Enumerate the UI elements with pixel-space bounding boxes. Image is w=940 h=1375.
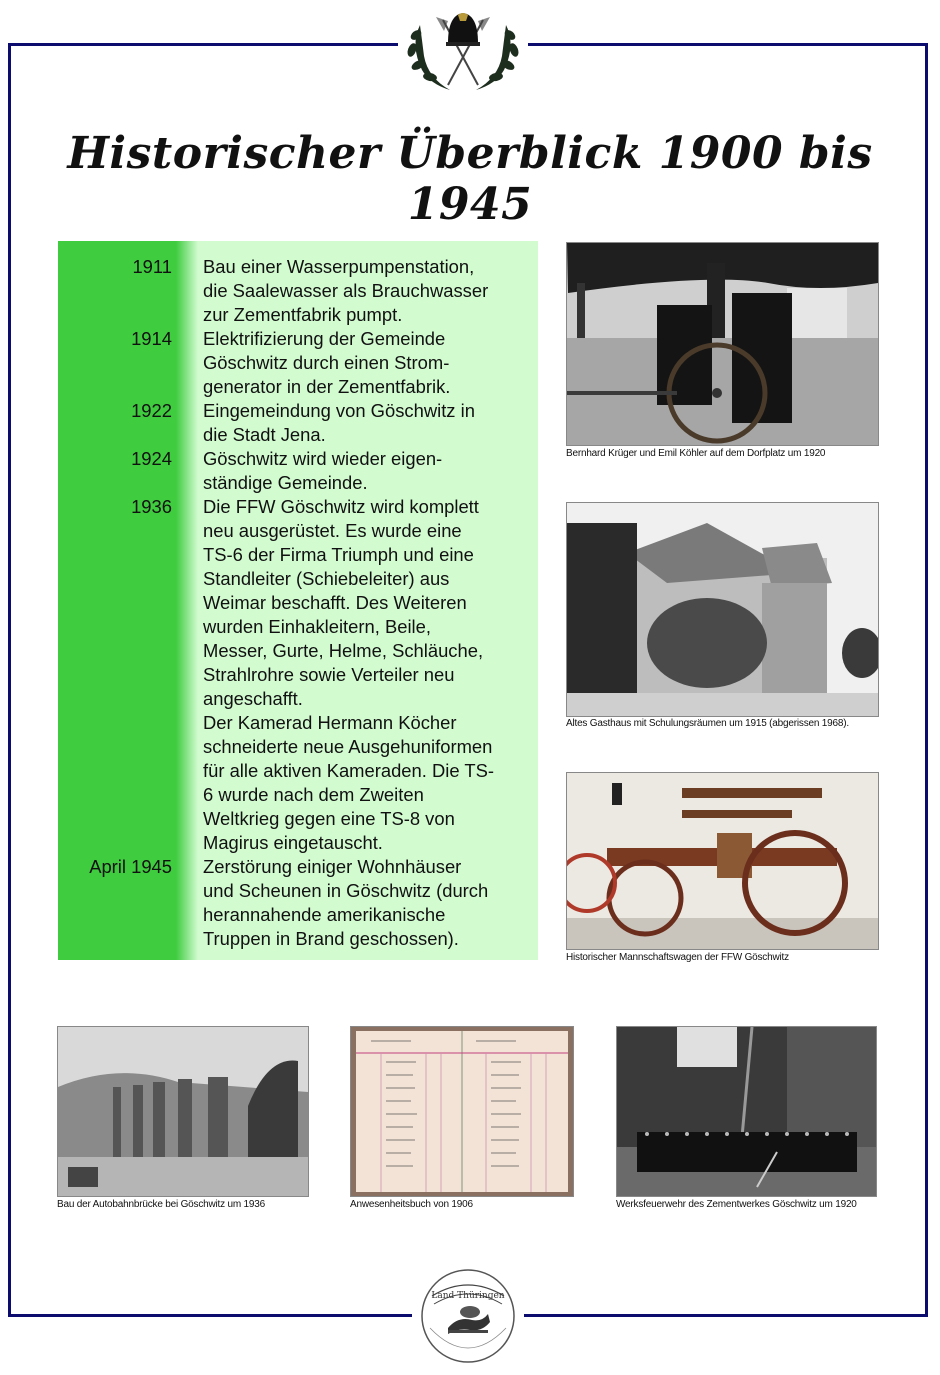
photo-autobahnbruecke bbox=[57, 1026, 309, 1197]
timeline-text bbox=[203, 495, 523, 855]
text-line: Zerstörung einiger Wohnhäuser bbox=[203, 856, 462, 877]
photo-caption: Werksfeuerwehr des Zementwerkes Göschwitz um 1920 bbox=[616, 1199, 857, 1210]
timeline-entries bbox=[58, 255, 523, 951]
photo-caption: Anwesenheitsbuch von 1906 bbox=[350, 1199, 473, 1210]
text-line: Magirus eingetauscht. bbox=[203, 832, 383, 853]
photo-gasthaus bbox=[566, 502, 879, 717]
text-line: Strahlrohre sowie Verteiler neu bbox=[203, 664, 455, 685]
fire-brigade-emblem-icon bbox=[398, 5, 528, 95]
timeline-entry bbox=[58, 855, 523, 951]
text-line: Bau einer Wasserpumpenstation, bbox=[203, 256, 475, 277]
text-line: 6 wurde nach dem Zweiten bbox=[203, 784, 424, 805]
timeline-text bbox=[203, 855, 523, 951]
page-title: Historischer Überblick 1900 bis 1945 bbox=[67, 128, 873, 230]
photo-anwesenheitsbuch bbox=[350, 1026, 574, 1197]
text-line: die Stadt Jena. bbox=[203, 424, 326, 445]
text-line: wurden Einhakleitern, Beile, bbox=[203, 616, 431, 637]
timeline-entry bbox=[58, 255, 523, 327]
text-line: herannahende amerikanische bbox=[203, 904, 446, 925]
text-line: Eingemeindung von Göschwitz in bbox=[203, 400, 475, 421]
text-line: generator in der Zementfabrik. bbox=[203, 376, 451, 397]
timeline-year: April 1945 bbox=[89, 856, 172, 877]
timeline-entry bbox=[58, 399, 523, 447]
timeline-text bbox=[203, 327, 523, 399]
text-line: angeschafft. bbox=[203, 688, 303, 709]
text-line: Weimar beschafft. Des Weiteren bbox=[203, 592, 467, 613]
text-line: Die FFW Göschwitz wird komplett bbox=[203, 496, 479, 517]
text-line: Der Kamerad Hermann Köcher bbox=[203, 712, 457, 733]
text-line: zur Zementfabrik pumpt. bbox=[203, 304, 403, 325]
photo-dorfplatz bbox=[566, 242, 879, 446]
text-line: die Saalewasser als Brauchwasser bbox=[203, 280, 489, 301]
text-line: Göschwitz durch einen Strom- bbox=[203, 352, 450, 373]
text-line: Weltkrieg gegen eine TS-8 von bbox=[203, 808, 455, 829]
text-line: Elektrifizierung der Gemeinde bbox=[203, 328, 446, 349]
text-line: schneiderte neue Ausgehuniformen bbox=[203, 736, 493, 757]
timeline-text bbox=[203, 447, 523, 495]
photo-werksfeuerwehr bbox=[616, 1026, 877, 1197]
text-line: ständige Gemeinde. bbox=[203, 472, 368, 493]
timeline-text bbox=[203, 255, 523, 327]
photo-mannschaftswagen bbox=[566, 772, 879, 950]
timeline-entry bbox=[58, 495, 523, 855]
land-thueringen-seal-icon bbox=[412, 1262, 524, 1370]
text-line: TS-6 der Firma Triumph und eine bbox=[203, 544, 474, 565]
timeline-entry bbox=[58, 447, 523, 495]
photo-caption: Bernhard Krüger und Emil Köhler auf dem Dorfplatz um 1920 bbox=[566, 448, 826, 459]
photo-caption: Altes Gasthaus mit Schulungsräumen um 1915 (abgerissen 1968). bbox=[566, 718, 849, 729]
text-line: neu ausgerüstet. Es wurde eine bbox=[203, 520, 462, 541]
timeline-text bbox=[203, 399, 523, 447]
text-line: Messer, Gurte, Helme, Schläuche, bbox=[203, 640, 484, 661]
svg-text:Land Thüringen: Land Thüringen bbox=[431, 1291, 505, 1301]
text-line: Standleiter (Schiebeleiter) aus bbox=[203, 568, 450, 589]
timeline-year: 1924 bbox=[131, 448, 172, 469]
timeline-year: 1914 bbox=[131, 328, 172, 349]
timeline-panel bbox=[58, 241, 538, 960]
timeline-year: 1922 bbox=[131, 400, 172, 421]
timeline-entry bbox=[58, 327, 523, 399]
timeline-year: 1936 bbox=[131, 496, 172, 517]
photo-caption: Bau der Autobahnbrücke bei Göschwitz um 1936 bbox=[57, 1199, 266, 1210]
text-line: für alle aktiven Kameraden. Die TS- bbox=[203, 760, 494, 781]
text-line: und Scheunen in Göschwitz (durch bbox=[203, 880, 489, 901]
text-line: Truppen in Brand geschossen). bbox=[203, 928, 459, 949]
text-line: Göschwitz wird wieder eigen- bbox=[203, 448, 443, 469]
photo-caption: Historischer Mannschaftswagen der FFW Göschwitz bbox=[566, 952, 789, 963]
timeline-year: 1911 bbox=[132, 256, 172, 277]
